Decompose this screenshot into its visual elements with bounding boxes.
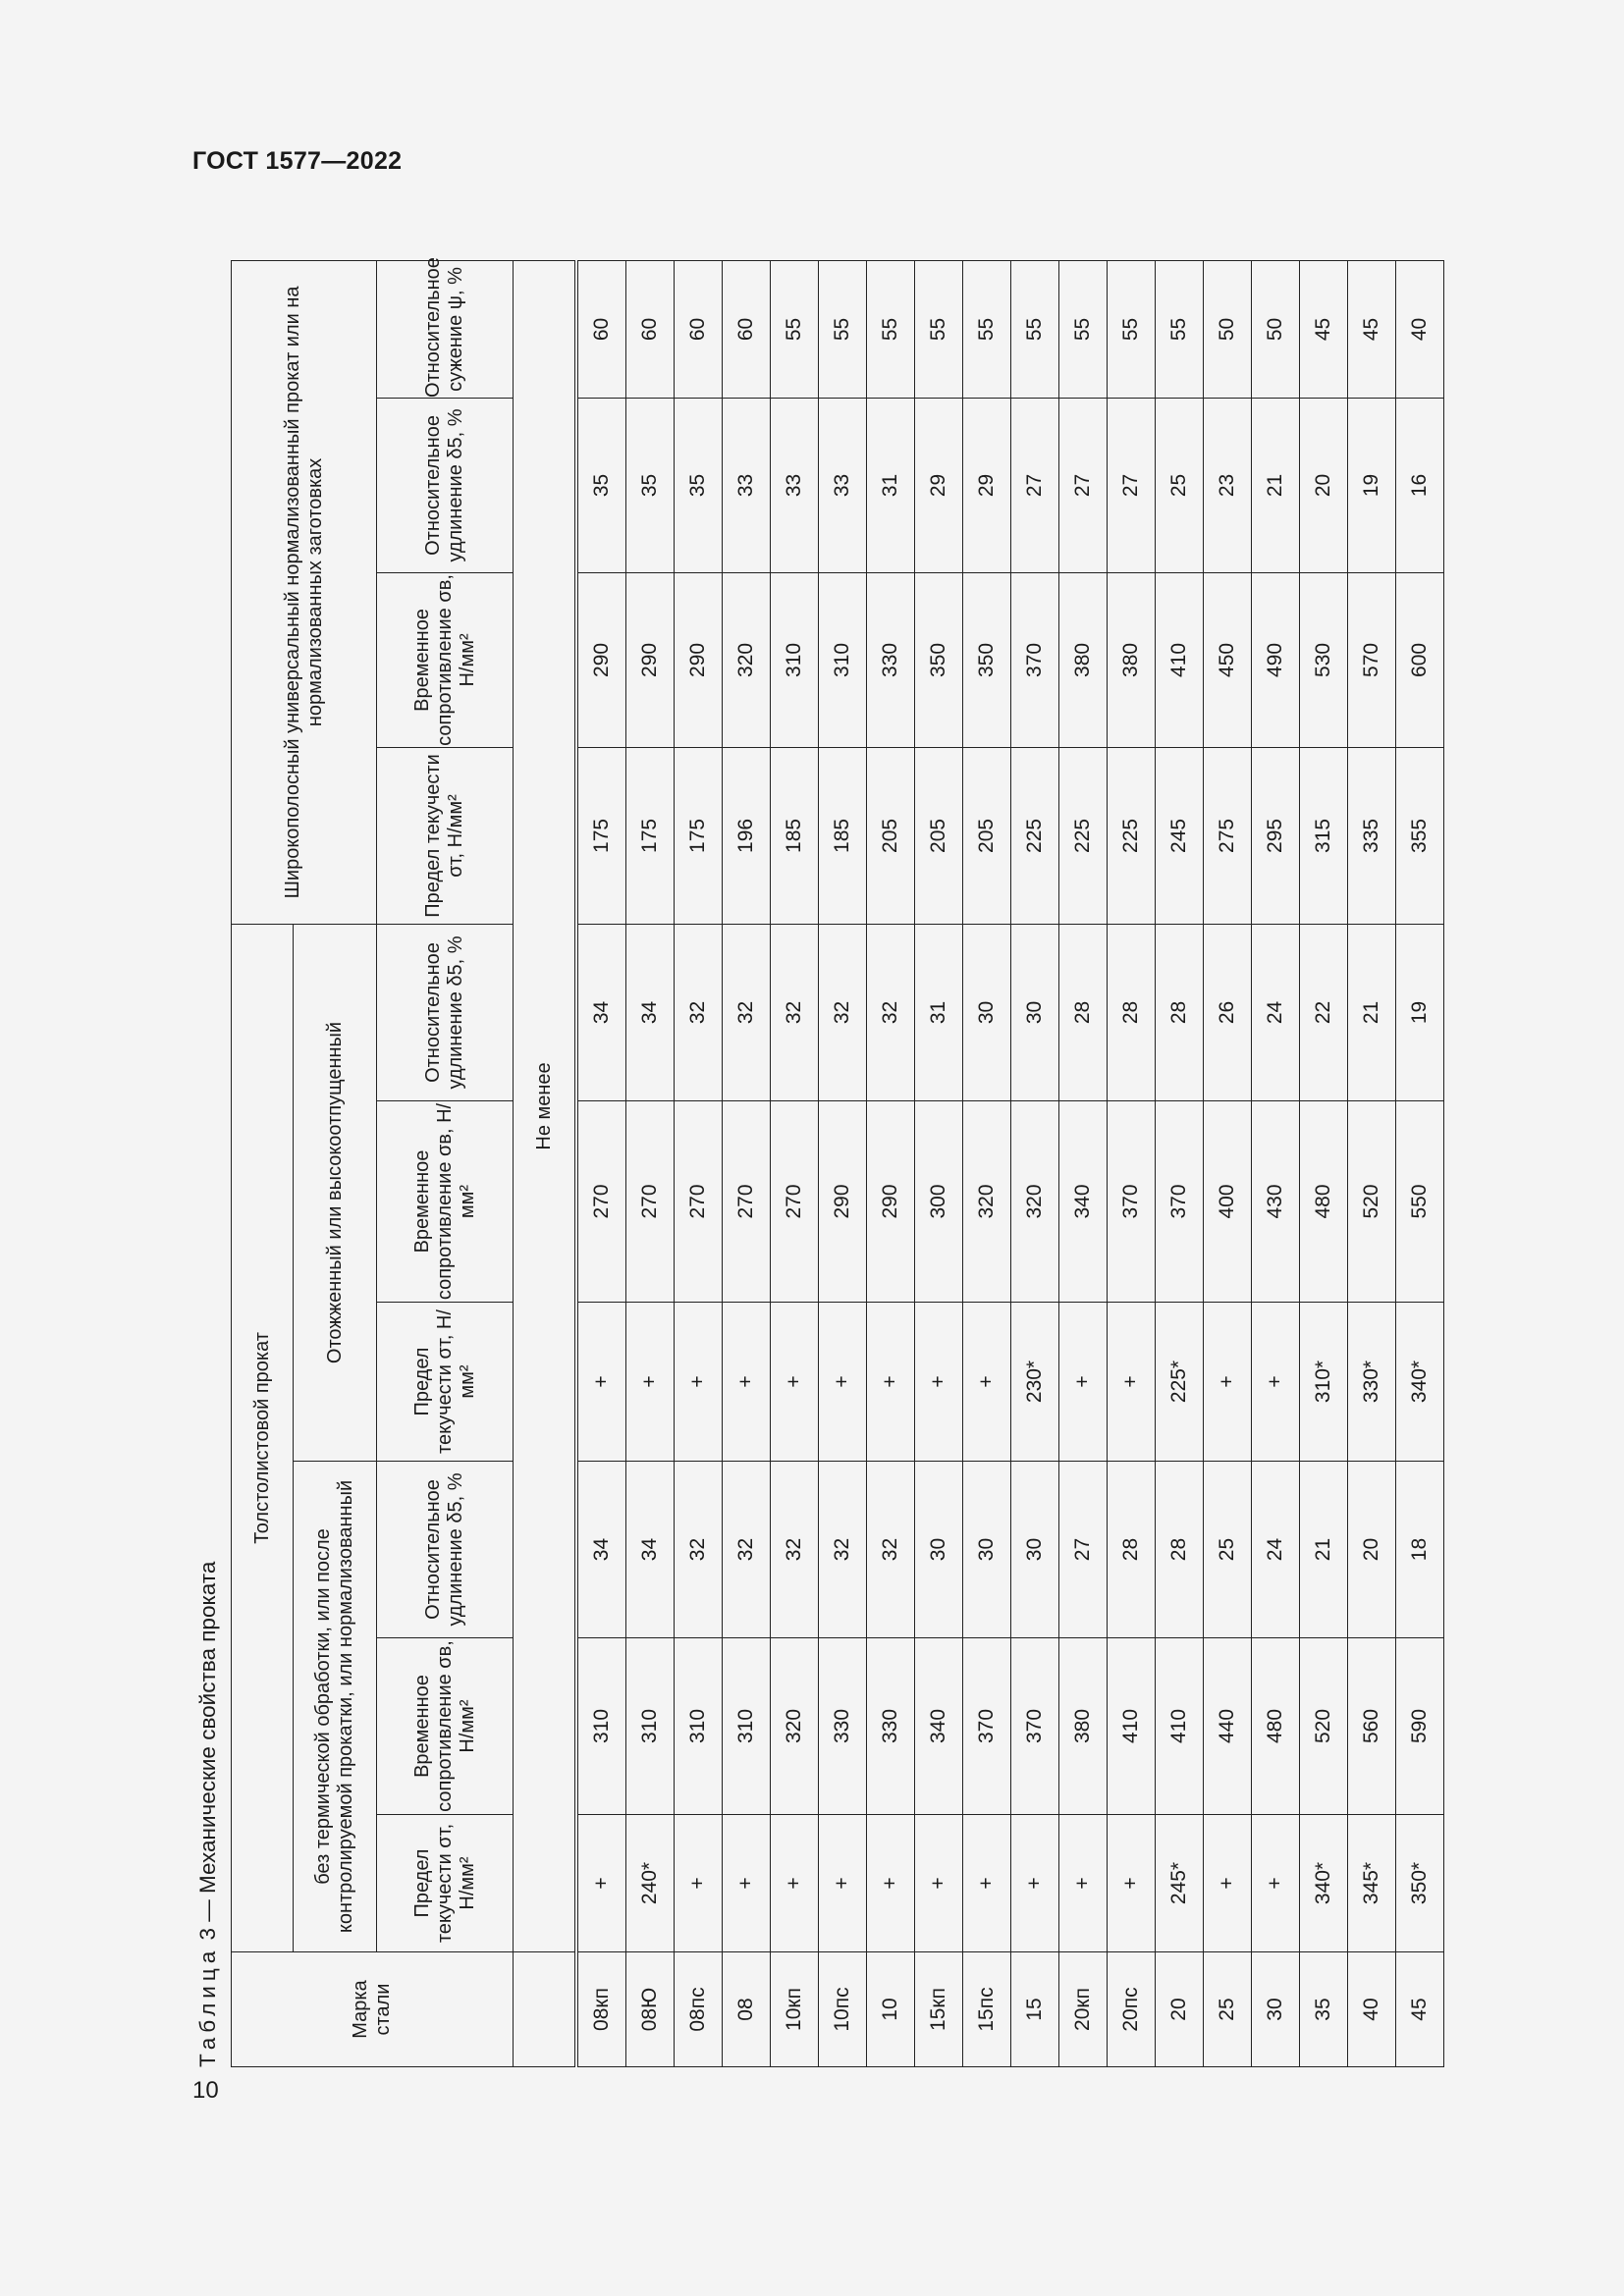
value-cell: 440 <box>1204 1638 1252 1815</box>
value-cell: + <box>1252 1303 1300 1462</box>
value-cell: 290 <box>675 572 723 747</box>
steel-grade-cell: 10пс <box>819 1952 867 2067</box>
value-cell: 19 <box>1348 398 1396 572</box>
value-cell: 55 <box>819 260 867 398</box>
value-cell: + <box>963 1303 1011 1462</box>
value-cell: 55 <box>867 260 915 398</box>
value-cell: 28 <box>1059 924 1108 1100</box>
value-cell: 30 <box>963 1462 1011 1638</box>
table-row <box>819 260 867 2066</box>
value-cell: 245* <box>1156 1815 1204 1952</box>
table-row <box>771 260 819 2066</box>
value-cell: + <box>1059 1815 1108 1952</box>
value-cell: 30 <box>963 924 1011 1100</box>
value-cell: 24 <box>1252 1462 1300 1638</box>
table-row <box>723 260 771 2066</box>
value-cell: 175 <box>626 747 675 924</box>
value-cell: 350 <box>963 572 1011 747</box>
value-cell: 330 <box>867 572 915 747</box>
value-cell: 31 <box>915 924 963 1100</box>
steel-grade-cell: 15кп <box>915 1952 963 2067</box>
value-cell: 335 <box>1348 747 1396 924</box>
steel-grade-cell: 15 <box>1011 1952 1059 2067</box>
value-cell: 320 <box>1011 1101 1059 1303</box>
value-cell: 32 <box>819 1462 867 1638</box>
value-cell: 300 <box>915 1101 963 1303</box>
value-cell: 380 <box>1059 572 1108 747</box>
col-tensile-3: Временное сопротивление σв, Н/мм² <box>377 572 514 747</box>
value-cell: 18 <box>1396 1462 1444 1638</box>
value-cell: 55 <box>1059 260 1108 398</box>
value-cell: 26 <box>1204 924 1252 1100</box>
value-cell: 600 <box>1396 572 1444 747</box>
table-row <box>675 260 723 2066</box>
col-yield-1: Предел текучести σт, Н/мм² <box>377 1815 514 1952</box>
value-cell: 30 <box>1011 924 1059 1100</box>
value-cell: 370 <box>1156 1101 1204 1303</box>
steel-grade-cell: 08Ю <box>626 1952 675 2067</box>
col-tensile-1: Временное сопротивление σв, Н/мм² <box>377 1638 514 1815</box>
value-cell: 410 <box>1156 1638 1204 1815</box>
value-cell: 310 <box>819 572 867 747</box>
value-cell: 520 <box>1348 1101 1396 1303</box>
value-cell: 32 <box>867 924 915 1100</box>
col-yield-2: Предел текучести σт, Н/мм² <box>377 1303 514 1462</box>
value-cell: 225 <box>1108 747 1156 924</box>
value-cell: 34 <box>576 1462 626 1638</box>
value-cell: 310 <box>771 572 819 747</box>
value-cell: 50 <box>1204 260 1252 398</box>
value-cell: 340 <box>915 1638 963 1815</box>
value-cell: 380 <box>1059 1638 1108 1815</box>
col-elongation-1: Относительное удлинение δ5, % <box>377 1462 514 1638</box>
value-cell: 270 <box>626 1101 675 1303</box>
value-cell: 340* <box>1396 1303 1444 1462</box>
value-cell: 480 <box>1252 1638 1300 1815</box>
table-row <box>1348 260 1396 2066</box>
value-cell: 175 <box>576 747 626 924</box>
value-cell: 34 <box>576 924 626 1100</box>
value-cell: + <box>771 1303 819 1462</box>
value-cell: + <box>867 1303 915 1462</box>
value-cell: 196 <box>723 747 771 924</box>
value-cell: 310* <box>1300 1303 1348 1462</box>
value-cell: 35 <box>626 398 675 572</box>
value-cell: 185 <box>771 747 819 924</box>
value-cell: + <box>1108 1303 1156 1462</box>
value-cell: + <box>915 1815 963 1952</box>
value-cell: 28 <box>1156 1462 1204 1638</box>
value-cell: 28 <box>1108 1462 1156 1638</box>
value-cell: 205 <box>915 747 963 924</box>
value-cell: 21 <box>1348 924 1396 1100</box>
value-cell: + <box>963 1815 1011 1952</box>
value-cell: 30 <box>915 1462 963 1638</box>
value-cell: 400 <box>1204 1101 1252 1303</box>
value-cell: 33 <box>819 398 867 572</box>
table-row <box>963 260 1011 2066</box>
col-yield-3: Предел текучести σт, Н/мм² <box>377 747 514 924</box>
blank-cell <box>514 1952 577 2067</box>
value-cell: 55 <box>1156 260 1204 398</box>
value-cell: 275 <box>1204 747 1252 924</box>
steel-grade-cell: 25 <box>1204 1952 1252 2067</box>
value-cell: + <box>576 1303 626 1462</box>
value-cell: 27 <box>1108 398 1156 572</box>
value-cell: + <box>819 1303 867 1462</box>
value-cell: + <box>1204 1303 1252 1462</box>
value-cell: 27 <box>1059 1462 1108 1638</box>
value-cell: 32 <box>723 1462 771 1638</box>
value-cell: 270 <box>771 1101 819 1303</box>
steel-grade-cell: 30 <box>1252 1952 1300 2067</box>
value-cell: 32 <box>675 1462 723 1638</box>
value-cell: 55 <box>1108 260 1156 398</box>
group-thick-plate: Толстолистовой прокат <box>232 924 294 1951</box>
value-cell: 60 <box>576 260 626 398</box>
value-cell: 290 <box>576 572 626 747</box>
value-cell: 20 <box>1348 1462 1396 1638</box>
steel-grade-cell: 20кп <box>1059 1952 1108 2067</box>
value-cell: 350* <box>1396 1815 1444 1952</box>
value-cell: 20 <box>1300 398 1348 572</box>
value-cell: 35 <box>675 398 723 572</box>
value-cell: 175 <box>675 747 723 924</box>
value-cell: 310 <box>723 1638 771 1815</box>
value-cell: 32 <box>867 1462 915 1638</box>
value-cell: 345* <box>1348 1815 1396 1952</box>
value-cell: + <box>771 1815 819 1952</box>
steel-grade-cell: 08кп <box>576 1952 626 2067</box>
value-cell: 32 <box>819 924 867 1100</box>
value-cell: + <box>1011 1815 1059 1952</box>
value-cell: 28 <box>1156 924 1204 1100</box>
value-cell: 32 <box>723 924 771 1100</box>
value-cell: 490 <box>1252 572 1300 747</box>
steel-grade-cell: 10 <box>867 1952 915 2067</box>
mechanical-properties-table <box>231 257 1444 2067</box>
caption-text: 3 — Механические свойства проката <box>195 1561 220 1941</box>
value-cell: + <box>819 1815 867 1952</box>
value-cell: 370 <box>1011 572 1059 747</box>
table-body <box>576 260 1444 2066</box>
value-cell: 23 <box>1204 398 1252 572</box>
value-cell: 27 <box>1011 398 1059 572</box>
value-cell: 330* <box>1348 1303 1396 1462</box>
steel-grade-cell: 10кп <box>771 1952 819 2067</box>
value-cell: 480 <box>1300 1101 1348 1303</box>
value-cell: 28 <box>1108 924 1156 1100</box>
value-cell: 370 <box>1011 1638 1059 1815</box>
caption-word: Таблица <box>195 1946 220 2067</box>
value-cell: + <box>576 1815 626 1952</box>
value-cell: + <box>723 1815 771 1952</box>
value-cell: + <box>915 1303 963 1462</box>
value-cell: 21 <box>1252 398 1300 572</box>
steel-grade-cell: 20 <box>1156 1952 1204 2067</box>
value-cell: 225 <box>1011 747 1059 924</box>
value-cell: 205 <box>963 747 1011 924</box>
value-cell: 310 <box>675 1638 723 1815</box>
not-less-label: Не менее <box>514 260 577 1951</box>
value-cell: 16 <box>1396 398 1444 572</box>
table-row <box>1156 260 1204 2066</box>
value-cell: 27 <box>1059 398 1108 572</box>
value-cell: 370 <box>963 1638 1011 1815</box>
value-cell: 22 <box>1300 924 1348 1100</box>
value-cell: + <box>867 1815 915 1952</box>
value-cell: 340* <box>1300 1815 1348 1952</box>
value-cell: 410 <box>1156 572 1204 747</box>
table-row <box>1011 260 1059 2066</box>
table-row <box>1204 260 1252 2066</box>
value-cell: 270 <box>576 1101 626 1303</box>
subgroup-annealed: Отожженный или высокоотпущенный <box>294 924 377 1461</box>
value-cell: 370 <box>1108 1101 1156 1303</box>
value-cell: 570 <box>1348 572 1396 747</box>
value-cell: 55 <box>963 260 1011 398</box>
value-cell: 34 <box>626 924 675 1100</box>
value-cell: 410 <box>1108 1638 1156 1815</box>
value-cell: 315 <box>1300 747 1348 924</box>
value-cell: 185 <box>819 747 867 924</box>
value-cell: 290 <box>867 1101 915 1303</box>
value-cell: + <box>675 1303 723 1462</box>
value-cell: 32 <box>771 1462 819 1638</box>
table-row <box>576 260 626 2066</box>
steel-grade-cell: 15пс <box>963 1952 1011 2067</box>
value-cell: 34 <box>626 1462 675 1638</box>
rotated-table-block <box>191 216 1458 2071</box>
table-row <box>1300 260 1348 2066</box>
value-cell: 30 <box>1011 1462 1059 1638</box>
value-cell: 45 <box>1300 260 1348 398</box>
value-cell: 355 <box>1396 747 1444 924</box>
value-cell: 550 <box>1396 1101 1444 1303</box>
table-row <box>1108 260 1156 2066</box>
steel-grade-cell: 08пс <box>675 1952 723 2067</box>
table-row <box>867 260 915 2066</box>
value-cell: 530 <box>1300 572 1348 747</box>
value-cell: 330 <box>867 1638 915 1815</box>
table-row <box>1396 260 1444 2066</box>
value-cell: 230* <box>1011 1303 1059 1462</box>
value-cell: + <box>1252 1815 1300 1952</box>
steel-grade-cell: 45 <box>1396 1952 1444 2067</box>
subgroup-no-heat-treatment: без термической обработки, или после контролируемой прокатки, или нормализованный <box>294 1462 377 1952</box>
value-cell: 450 <box>1204 572 1252 747</box>
value-cell: 29 <box>963 398 1011 572</box>
value-cell: 290 <box>819 1101 867 1303</box>
value-cell: 520 <box>1300 1638 1348 1815</box>
value-cell: + <box>626 1303 675 1462</box>
value-cell: 40 <box>1396 260 1444 398</box>
value-cell: 19 <box>1396 924 1444 1100</box>
value-cell: 240* <box>626 1815 675 1952</box>
steel-grade-cell: 20пс <box>1108 1952 1156 2067</box>
value-cell: 225* <box>1156 1303 1204 1462</box>
value-cell: 32 <box>771 924 819 1100</box>
value-cell: + <box>1204 1815 1252 1952</box>
value-cell: 225 <box>1059 747 1108 924</box>
value-cell: 310 <box>626 1638 675 1815</box>
value-cell: + <box>723 1303 771 1462</box>
value-cell: 50 <box>1252 260 1300 398</box>
value-cell: 33 <box>723 398 771 572</box>
value-cell: 270 <box>675 1101 723 1303</box>
value-cell: 340 <box>1059 1101 1108 1303</box>
value-cell: 320 <box>963 1101 1011 1303</box>
value-cell: 55 <box>771 260 819 398</box>
document-id: ГОСТ 1577—2022 <box>192 147 403 175</box>
value-cell: 295 <box>1252 747 1300 924</box>
value-cell: 24 <box>1252 924 1300 1100</box>
value-cell: 320 <box>771 1638 819 1815</box>
table-row <box>1059 260 1108 2066</box>
value-cell: 35 <box>576 398 626 572</box>
value-cell: 270 <box>723 1101 771 1303</box>
col-tensile-2: Временное сопротивление σв, Н/мм² <box>377 1101 514 1303</box>
value-cell: 32 <box>675 924 723 1100</box>
value-cell: 55 <box>915 260 963 398</box>
steel-grade-cell: 40 <box>1348 1952 1396 2067</box>
value-cell: 290 <box>626 572 675 747</box>
value-cell: 33 <box>771 398 819 572</box>
table-caption <box>191 1562 225 2067</box>
value-cell: 245 <box>1156 747 1204 924</box>
value-cell: 55 <box>1011 260 1059 398</box>
value-cell: 310 <box>576 1638 626 1815</box>
value-cell: 590 <box>1396 1638 1444 1815</box>
steel-grade-cell: 08 <box>723 1952 771 2067</box>
value-cell: 350 <box>915 572 963 747</box>
table-row <box>626 260 675 2066</box>
value-cell: 60 <box>675 260 723 398</box>
col-elongation-3: Относительное удлинение δ5, % <box>377 398 514 572</box>
value-cell: 380 <box>1108 572 1156 747</box>
value-cell: 25 <box>1156 398 1204 572</box>
value-cell: 60 <box>723 260 771 398</box>
group-wide-strip: Широкополосный универсальный нормализованный прокат или на нормализованных заготовках <box>232 260 377 924</box>
value-cell: 205 <box>867 747 915 924</box>
value-cell: + <box>675 1815 723 1952</box>
value-cell: 25 <box>1204 1462 1252 1638</box>
col-steel-grade: Марка стали <box>232 1952 514 2067</box>
value-cell: 330 <box>819 1638 867 1815</box>
table-row <box>915 260 963 2066</box>
value-cell: 31 <box>867 398 915 572</box>
value-cell: 60 <box>626 260 675 398</box>
value-cell: 560 <box>1348 1638 1396 1815</box>
value-cell: 29 <box>915 398 963 572</box>
value-cell: + <box>1059 1303 1108 1462</box>
col-reduction: Относительное сужение ψ, % <box>377 260 514 398</box>
value-cell: 430 <box>1252 1101 1300 1303</box>
table-row <box>1252 260 1300 2066</box>
steel-grade-cell: 35 <box>1300 1952 1348 2067</box>
value-cell: 21 <box>1300 1462 1348 1638</box>
value-cell: + <box>1108 1815 1156 1952</box>
col-elongation-2: Относительное удлинение δ5, % <box>377 924 514 1100</box>
value-cell: 45 <box>1348 260 1396 398</box>
value-cell: 320 <box>723 572 771 747</box>
page-number: 10 <box>192 2077 219 2104</box>
